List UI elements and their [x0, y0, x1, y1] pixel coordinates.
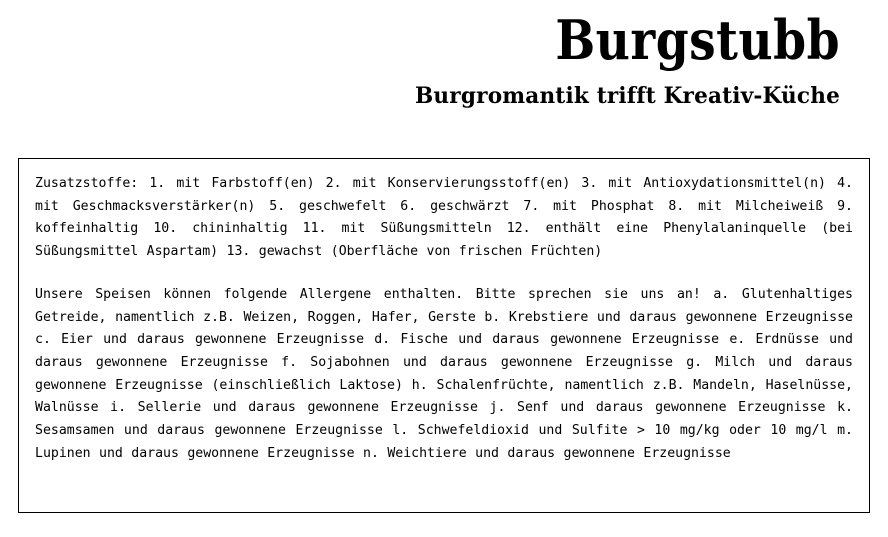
additives-allergens-box [18, 158, 870, 513]
restaurant-tagline: Burgromantik trifft Kreativ-Küche [415, 82, 840, 109]
page-header [0, 0, 888, 109]
restaurant-name-title: Burgstubb [555, 8, 840, 72]
allergens-paragraph: Unsere Speisen können folgende Allergene enthalten. Bitte sprechen sie uns an! a. Glutenhaltiges Getreide, namentlich z.B. Weizen, Roggen, Hafer, Gerste b. Krebstiere und daraus gewonnene Erzeugnisse c. Eier und daraus gewonnene Erzeugnisse d. Fische und daraus gewonnene Erzeugnisse e. Erdnüsse und daraus gewonnene Erzeugnisse f. Sojabohnen und daraus gewonnene Erzeugnisse g. Milch und daraus gewonnene Erzeugnisse (einschließlich Laktose) h. Schalenfrüchte, namentlich z.B. Mandeln, Haselnüsse, Walnüsse i. Sellerie und daraus gewonnene Erzeugnisse j. Senf und daraus gewonnene Erzeugnisse k. Sesamsamen und daraus gewonnene Erzeugnisse l. Schwefeldioxid und Sulfite > 10 mg/kg oder 10 mg/l m. Lupinen und daraus gewonnene Erzeugnisse n. Weichtiere und daraus gewonnene Erzeugnisse [35, 286, 853, 461]
additives-paragraph: Zusatzstoffe: 1. mit Farbstoff(en) 2. mit Konservierungsstoff(en) 3. mit Antioxydationsmittel(n) 4. mit Geschmacksverstärker(n) 5. geschwefelt 6. geschwärzt 7. mit Phosphat 8. mit Milcheiweiß 9. koffeinhaltig 10. chininhaltig 11. mit Süßungsmitteln 12. enthält eine Phenylalaninquelle (bei Süßungsmittel Aspartam) 13. gewachst (Oberfläche von frischen Früchten) [35, 176, 853, 260]
